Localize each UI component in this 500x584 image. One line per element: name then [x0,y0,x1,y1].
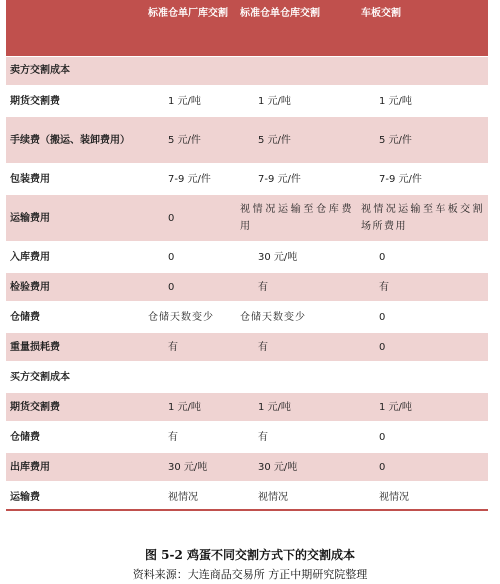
table-row [6,164,488,194]
table-row [6,452,488,482]
table-cell: 30 元/吨 [236,452,357,482]
header-cell-factory-delivery: 标准仓单厂库交割 [144,0,236,56]
table-row [6,272,488,302]
row-label: 检验费用 [6,272,144,302]
row-label: 重量损耗费 [6,332,144,362]
table-cell: 1 元/吨 [357,86,488,116]
table-cell: 30 元/吨 [236,242,357,272]
table-cell: 30 元/吨 [144,452,236,482]
table-cell: 视情况 [236,482,357,512]
table-cell: 0 [357,452,488,482]
table-cell [144,56,236,86]
table-cell: 0 [144,194,236,242]
header-cell-item [6,0,144,56]
table-cell: 1 元/吨 [144,86,236,116]
table-row [6,116,488,164]
table-cell: 5 元/件 [236,116,357,164]
table-bottom-border [6,509,488,511]
table-cell: 视情况运输至仓库费用 [236,194,357,242]
table-cell: 7-9 元/件 [357,164,488,194]
table-cell: 0 [357,332,488,362]
table-cell: 仓储天数变少 [144,302,236,332]
row-label: 入库费用 [6,242,144,272]
table-row [6,422,488,452]
delivery-cost-table-container [6,0,488,513]
table-cell: 有 [357,272,488,302]
table-cell: 视情况运输至车板交割场所费用 [357,194,488,242]
table-row [6,362,488,392]
figure-caption: 图 5-2 鸡蛋不同交割方式下的交割成本 [144,548,356,562]
section-label-buyer: 买方交割成本 [6,362,144,392]
table-cell: 1 元/吨 [236,392,357,422]
table-row [6,194,488,242]
table-cell: 有 [236,272,357,302]
table-cell [236,362,357,392]
row-label: 运输费 [6,482,144,512]
row-label: 包装费用 [6,164,144,194]
table-cell: 1 元/吨 [236,86,357,116]
row-label: 仓储费 [6,422,144,452]
table-cell [236,56,357,86]
table-cell [357,362,488,392]
header-cell-truck-delivery: 车板交割 [357,0,488,56]
table-cell: 5 元/件 [357,116,488,164]
row-label: 手续费（搬运、装卸费用） [6,116,144,164]
table-cell: 0 [144,242,236,272]
table-row [6,482,488,512]
delivery-cost-table [6,0,488,513]
table-row [6,56,488,86]
table-cell: 5 元/件 [144,116,236,164]
row-label: 期货交割费 [6,86,144,116]
table-cell: 0 [144,272,236,302]
row-label: 仓储费 [6,302,144,332]
table-cell: 7-9 元/件 [236,164,357,194]
table-cell: 0 [357,242,488,272]
table-cell: 0 [357,302,488,332]
header-cell-warehouse-delivery: 标准仓单仓库交割 [236,0,357,56]
section-label-seller: 卖方交割成本 [6,56,144,86]
table-cell: 有 [144,332,236,362]
table-row [6,242,488,272]
row-label: 运输费用 [6,194,144,242]
table-cell: 有 [236,332,357,362]
table-cell: 1 元/吨 [144,392,236,422]
table-cell: 7-9 元/件 [144,164,236,194]
table-cell: 0 [357,422,488,452]
table-header-row [6,0,488,56]
row-label: 期货交割费 [6,392,144,422]
source-note: 资料来源：大连商品交易所 方正中期研究院整理 [132,568,368,581]
table-cell: 有 [236,422,357,452]
table-cell [357,56,488,86]
row-label: 出库费用 [6,452,144,482]
table-cell: 仓储天数变少 [236,302,357,332]
table-cell: 1 元/吨 [357,392,488,422]
table-cell: 视情况 [144,482,236,512]
table-row [6,392,488,422]
table-cell: 视情况 [357,482,488,512]
table-row [6,302,488,332]
table-cell: 有 [144,422,236,452]
table-row [6,332,488,362]
table-row [6,86,488,116]
table-cell [144,362,236,392]
